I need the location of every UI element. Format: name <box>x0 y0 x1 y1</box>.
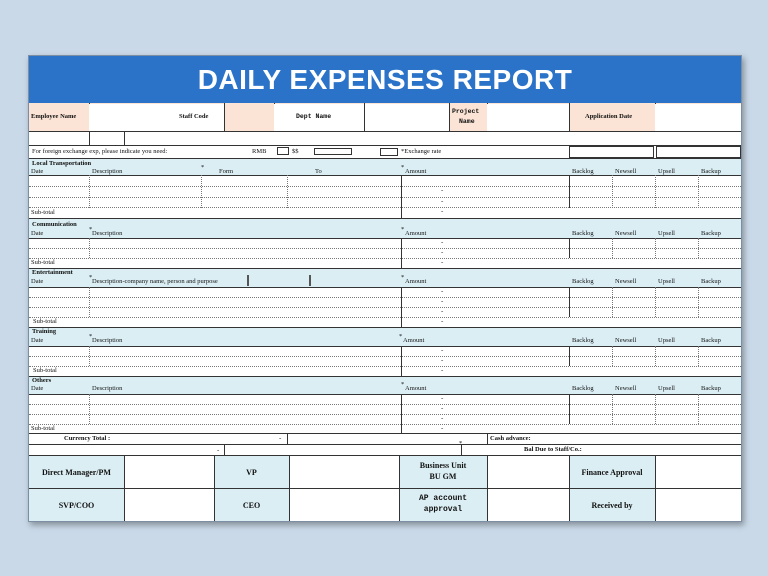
amount-dash: - <box>441 258 444 266</box>
subtotal-label: Sub-total <box>31 425 55 432</box>
col-amount: Amount <box>405 385 427 392</box>
col-to: To <box>315 168 322 175</box>
section-title-local: Local Transportation <box>32 160 92 167</box>
amount-dash: - <box>441 307 444 315</box>
col-mark: * <box>401 381 405 388</box>
col-mark: * <box>89 226 93 233</box>
subtotal-label: Sub-total <box>31 259 55 266</box>
project-name-input[interactable] <box>487 104 569 131</box>
amount-dash: - <box>441 414 444 422</box>
col-backlog: Backlog <box>572 385 594 392</box>
col-backlog: Backlog <box>572 278 594 285</box>
col-upsell: Upsell <box>658 168 675 175</box>
col-backup: Backup <box>701 337 721 344</box>
bu-gm-signature-field[interactable] <box>488 457 569 488</box>
bu-label-1: Business Unit <box>419 461 467 470</box>
project-name-label-2: Name <box>459 118 475 125</box>
currency-total-dash: - <box>279 434 282 442</box>
ap-label-2: approval <box>423 505 463 514</box>
section-title-entertainment: Entertainment <box>32 269 73 276</box>
amount-dash: - <box>441 287 444 295</box>
col-upsell: Upsell <box>658 230 675 237</box>
exchange-rate-label: *Exchange rate <box>401 148 442 155</box>
col-backup: Backup <box>701 230 721 237</box>
currency-checkbox[interactable] <box>380 148 398 156</box>
ceo-signature-field[interactable] <box>290 489 399 521</box>
amount-dash: - <box>441 207 444 215</box>
col-mark: * <box>89 274 93 281</box>
col-date: Date <box>31 278 44 285</box>
col-upsell: Upsell <box>658 385 675 392</box>
ap-signature-field[interactable] <box>488 489 569 521</box>
section-title-communication: Communication <box>32 221 77 228</box>
currency-total-label: Currency Total : <box>64 435 111 442</box>
subtotal-label: Sub-total <box>31 209 55 216</box>
staff-code-label: Staff Code <box>179 113 209 120</box>
cash-advance-label: Cash advance: <box>490 435 531 442</box>
col-mark: * <box>401 226 405 233</box>
application-date-input[interactable] <box>655 104 741 131</box>
bu-label-2: BU GM <box>429 472 457 481</box>
finance-signature-field[interactable] <box>656 457 741 488</box>
col-description: Description <box>92 337 123 344</box>
col-mark: * <box>401 164 405 171</box>
ceo-label: CEO <box>242 501 261 510</box>
direct-manager-label: Direct Manager/PM <box>42 468 111 477</box>
col-amount: Amount <box>403 337 425 344</box>
col-mark: * <box>399 333 403 340</box>
col-description: Description <box>92 385 123 392</box>
col-newsell: Newsell <box>615 337 637 344</box>
amount-dash: - <box>441 186 444 194</box>
col-backup: Backup <box>701 278 721 285</box>
amount-dash: - <box>441 394 444 402</box>
application-date-label: Application Date <box>585 113 633 120</box>
col-backup: Backup <box>701 168 721 175</box>
subtotal-label: Sub-total <box>33 367 57 374</box>
amount-dash: - <box>441 346 444 354</box>
col-newsell: Newsell <box>615 385 637 392</box>
col-newsell: Newsell <box>615 278 637 285</box>
section-title-training: Training <box>32 328 57 335</box>
section-title-others: Others <box>32 377 52 384</box>
employee-name-label: Employee Name <box>31 113 77 120</box>
entertainment-description: Description-company name, person and purpose <box>92 278 218 285</box>
project-name-label-1: Project <box>452 108 480 115</box>
col-mark: * <box>401 274 405 281</box>
finance-approval-label: Finance Approval <box>581 468 643 477</box>
bal-due-dash: - <box>217 446 220 454</box>
svp-label: SVP/COO <box>58 501 95 510</box>
col-backlog: Backlog <box>572 230 594 237</box>
exchange-prompt: For foreign exchange exp, please indicate you need: <box>32 148 168 155</box>
col-description: Description <box>92 230 123 237</box>
col-newsell: Newsell <box>615 168 637 175</box>
amount-dash: - <box>441 356 444 364</box>
col-upsell: Upsell <box>658 337 675 344</box>
exchange-rate-field-2[interactable] <box>656 146 741 158</box>
amount-dash: - <box>441 424 444 432</box>
col-upsell: Upsell <box>658 278 675 285</box>
direct-manager-signature-field[interactable] <box>125 457 214 488</box>
svp-signature-field[interactable] <box>125 489 214 521</box>
col-form: Form <box>219 168 234 175</box>
amount-dash: - <box>441 317 444 325</box>
ap-label-1: AP account <box>418 494 467 503</box>
expense-report-sheet <box>28 55 742 522</box>
amount-dash: - <box>441 197 444 205</box>
col-mark: * <box>89 333 93 340</box>
subtotal-label: Sub-total <box>33 318 57 325</box>
received-signature-field[interactable] <box>656 489 741 521</box>
vp-signature-field[interactable] <box>290 457 399 488</box>
usd-label: $$ <box>292 148 299 155</box>
col-amount: Amount <box>405 168 427 175</box>
usd-amount-field[interactable] <box>314 148 352 155</box>
bal-due-label: Bal Due to Staff/Co.: <box>524 446 582 453</box>
col-newsell: Newsell <box>615 230 637 237</box>
col-backlog: Backlog <box>572 168 594 175</box>
rmb-label: RMB <box>252 148 267 155</box>
amount-dash: - <box>441 248 444 256</box>
col-backlog: Backlog <box>572 337 594 344</box>
col-date: Date <box>31 230 44 237</box>
amount-dash: - <box>441 297 444 305</box>
col-backup: Backup <box>701 385 721 392</box>
dept-name-label: Dept Name <box>296 113 332 120</box>
amount-dash: - <box>441 238 444 246</box>
bal-due-mark: * <box>459 440 463 447</box>
amount-dash: - <box>441 366 444 374</box>
report-title: DAILY EXPENSES REPORT <box>29 56 741 103</box>
received-by-label: Received by <box>591 501 633 510</box>
vp-label: VP <box>246 468 257 477</box>
col-amount: Amount <box>405 278 427 285</box>
col-mark: * <box>201 164 205 171</box>
col-date: Date <box>31 337 44 344</box>
col-date: Date <box>31 385 44 392</box>
col-amount: Amount <box>405 230 427 237</box>
col-date: Date <box>31 168 44 175</box>
dept-name-input[interactable] <box>365 104 449 131</box>
rmb-checkbox[interactable] <box>277 147 289 155</box>
exchange-rate-field-1[interactable] <box>569 146 654 158</box>
amount-dash: - <box>441 404 444 412</box>
col-description: Description <box>92 168 123 175</box>
